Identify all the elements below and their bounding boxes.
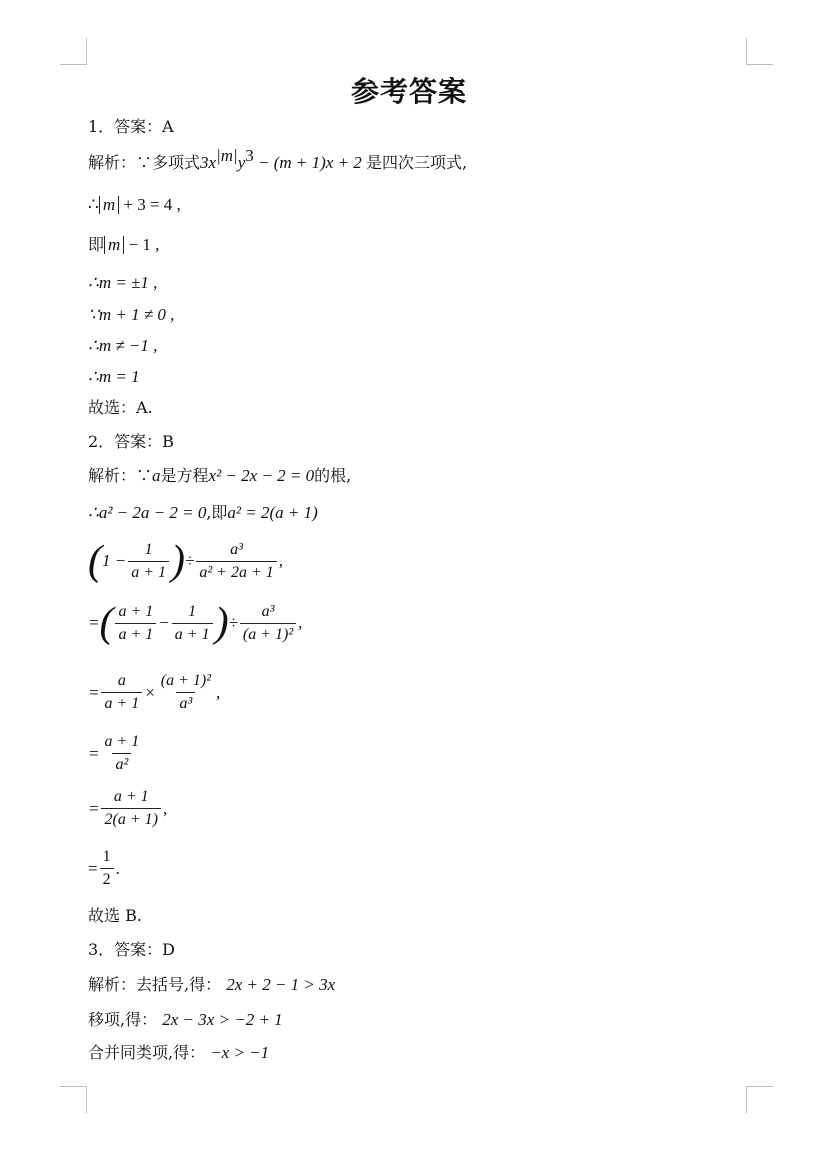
fraction: $\frac{a + 1}{\text{a²}}$: [104, 733, 140, 773]
corner-mark-bottom-right: [746, 1086, 773, 1113]
q2-expr3: = $\frac{a}{a + 1}$ × $\frac{\text{(a + 1)²}}{\text{a³}}$ ,: [88, 672, 221, 712]
q1-analysis: 解析：∵多项式$3x^{|m|}y^3 - (m + 1)x + 2$ 是四次三项式,: [88, 146, 468, 172]
q1-answer: 1．答案：A: [88, 117, 174, 136]
q1-step2: 即 m − 1 ,: [88, 235, 160, 254]
q2-step1: ∴a² − 2a − 2 = 0,即a² = 2(a + 1): [88, 503, 318, 522]
q2-analysis: 解析：∵a是方程x² − 2x − 2 = 0的根,: [88, 466, 352, 485]
q2-expr1: ( 1 − $\frac{1}{a + 1}$ ) ÷ $\frac{\text{a³}}{\text{a² + 2a + 1}}$ ,: [88, 538, 284, 584]
q2-conclusion: 故选 B.: [88, 906, 142, 925]
q3-step1: 解析：去括号,得： 2x + 2 − 1 > 3x: [88, 975, 336, 994]
q2-expr2: = ( $\frac{a + 1}{a + 1}$ − $\frac{1}{a + 1}$ ) ÷ $\frac{\text{a³}}{\text{(a + 1)²}}$ ,: [88, 600, 303, 646]
fraction: $\frac{1}{2}$: [100, 848, 114, 889]
q3-step2: 移项,得： 2x − 3x > −2 + 1: [88, 1010, 283, 1029]
q2-answer: 2．答案：B: [88, 432, 174, 451]
fraction: $\frac{\text{a³}}{\text{a² + 2a + 1}}$: [196, 541, 276, 582]
q1-conclusion: 故选：A.: [88, 398, 153, 417]
page-title: 参考答案: [350, 75, 467, 108]
fraction: $\frac{1}{a + 1}$: [172, 603, 213, 644]
q2-expr4: = $\frac{a + 1}{\text{a²}}$: [88, 733, 144, 774]
fraction: $\frac{1}{a + 1}$: [128, 541, 169, 582]
fraction: $\frac{a}{a + 1}$: [101, 672, 142, 713]
q1-step4: ∵m + 1 ≠ 0 ,: [88, 305, 175, 324]
corner-mark-bottom-left: [60, 1086, 87, 1113]
q2-expr6: = $\frac{1}{2}$ .: [88, 848, 120, 888]
corner-mark-top-right: [746, 38, 773, 65]
corner-mark-top-left: [60, 38, 87, 65]
q1-step3: ∴m = ±1 ,: [88, 273, 158, 292]
fraction: $\frac{\text{(a + 1)²}}{\text{a³}}$: [160, 672, 212, 712]
q1-step1: ∴ m + 3 = 4 ,: [88, 195, 181, 214]
q3-step3: 合并同类项,得： −x > −1: [88, 1043, 270, 1062]
q1-step6: ∴m = 1: [88, 367, 140, 386]
q1-step5: ∴m ≠ −1 ,: [88, 336, 158, 355]
q3-answer: 3．答案：D: [88, 940, 176, 959]
fraction: $\frac{a + 1}{a + 1}$: [115, 603, 156, 644]
q2-expr5: = $\frac{a + 1}{2(a + 1)}$ ,: [88, 788, 168, 828]
fraction: $\frac{\text{a³}}{\text{(a + 1)²}}$: [240, 603, 296, 644]
fraction: $\frac{a + 1}{2(a + 1)}$: [101, 788, 160, 829]
